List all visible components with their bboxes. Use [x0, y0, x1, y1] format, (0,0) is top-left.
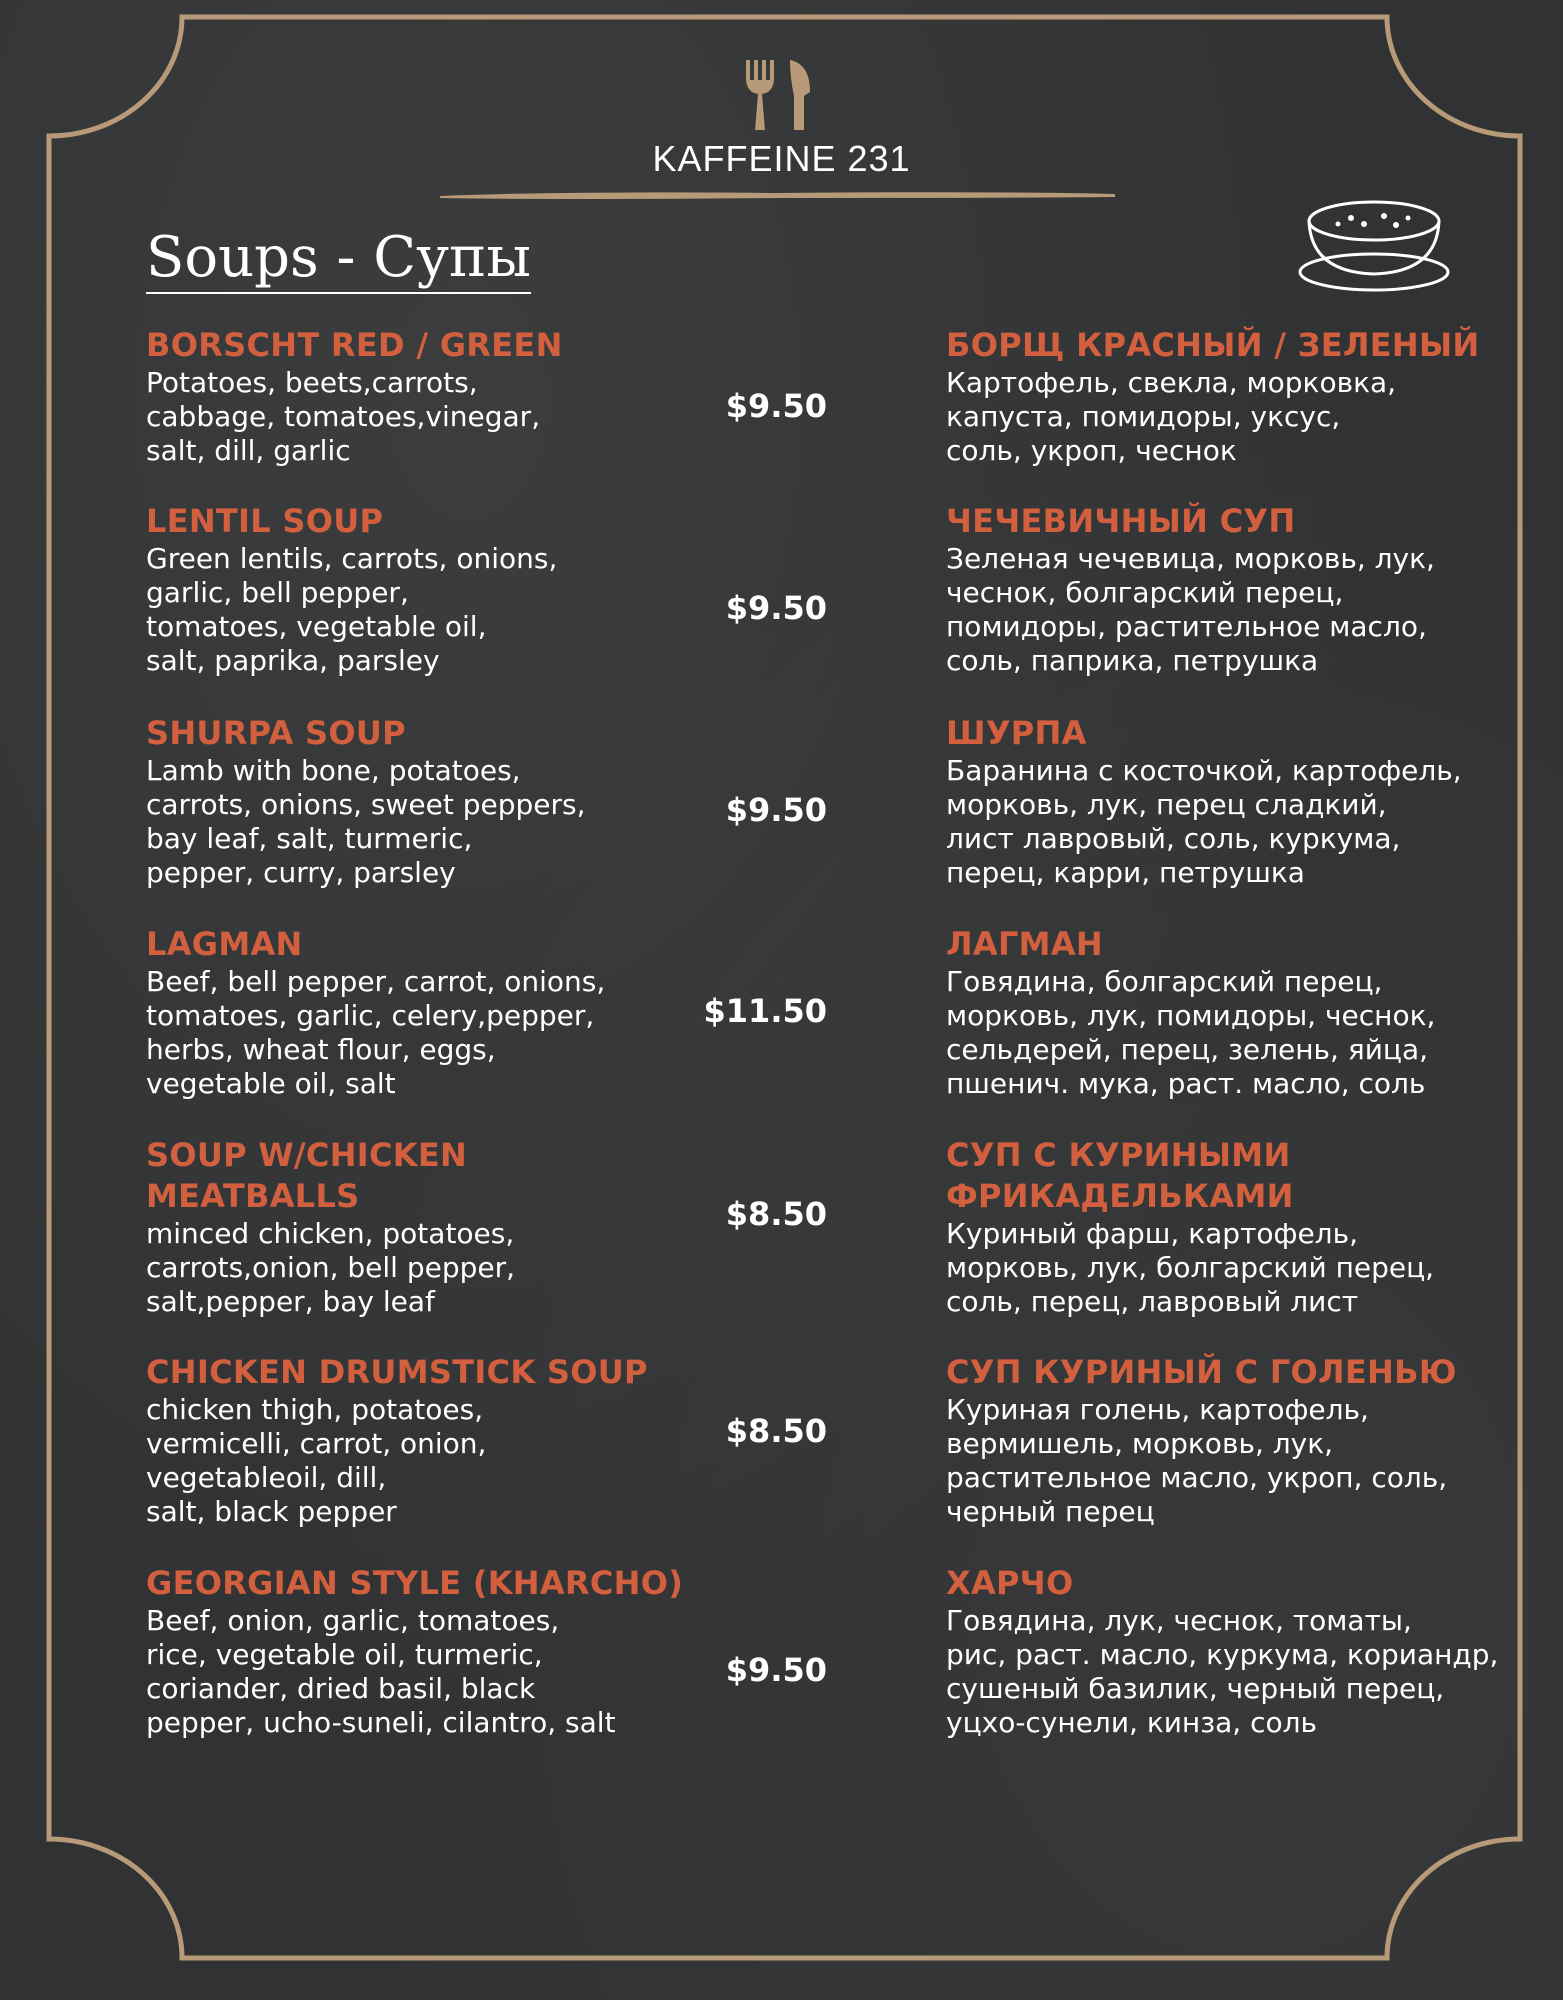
item-price: $8.50	[725, 1412, 827, 1450]
item-desc-en: Green lentils, carrots, onions, garlic, bell pepper, tomatoes, vegetable oil, salt, paprika, parsley	[146, 542, 558, 677]
brush-divider	[440, 188, 1115, 202]
item-name-en: SHURPA SOUP	[146, 714, 406, 752]
item-russian	[946, 1135, 1506, 1319]
item-english	[146, 713, 706, 890]
item-name-en: SOUP W/CHICKEN MEATBALLS	[146, 1136, 468, 1215]
item-desc-ru: Зеленая чечевица, морковь, лук, чеснок, болгарский перец, помидоры, растительное масло, соль, паприка, петрушка	[946, 542, 1435, 677]
item-name-en: CHICKEN DRUMSTICK SOUP	[146, 1353, 648, 1391]
item-name-en: BORSCHT RED / GREEN	[146, 326, 563, 364]
item-english	[146, 1135, 706, 1319]
item-desc-ru: Куриная голень, картофель, вермишель, морковь, лук, растительное масло, укроп, соль, черный перец	[946, 1393, 1448, 1528]
item-desc-ru: Говядина, лук, чеснок, томаты, рис, раст. масло, куркума, кориандр, сушеный базилик, черный перец, уцхо-сунели, кинза, соль	[946, 1604, 1499, 1739]
item-name-ru: ШУРПА	[946, 714, 1087, 752]
item-desc-en: Lamb with bone, potatoes, carrots, onions, sweet peppers, bay leaf, salt, turmeric, pepper, curry, parsley	[146, 754, 586, 889]
brand-name: KAFFEINE 231	[652, 138, 911, 179]
item-desc-ru: Баранина с косточкой, картофель, морковь, лук, перец сладкий, лист лавровый, соль, куркума, перец, карри, петрушка	[946, 754, 1462, 889]
item-name-ru: ЛАГМАН	[946, 925, 1103, 963]
item-name-ru: СУП С КУРИНЫМИ ФРИКАДЕЛЬКАМИ	[946, 1136, 1294, 1215]
item-desc-ru: Говядина, болгарский перец, морковь, лук, помидоры, чеснок, сельдерей, перец, зелень, яйца, пшенич. мука, раст. масло, соль	[946, 965, 1436, 1100]
item-price: $9.50	[725, 791, 827, 829]
item-name-en: LAGMAN	[146, 925, 303, 963]
item-english	[146, 1563, 706, 1740]
item-desc-ru: Куриный фарш, картофель, морковь, лук, болгарский перец, соль, перец, лавровый лист	[946, 1217, 1435, 1318]
item-english	[146, 325, 706, 468]
item-name-ru: ЧЕЧЕВИЧНЫЙ СУП	[946, 502, 1296, 540]
item-english	[146, 1352, 706, 1529]
item-desc-en: chicken thigh, potatoes, vermicelli, carrot, onion, vegetableoil, dill, salt, black pepper	[146, 1393, 487, 1528]
item-desc-en: Beef, onion, garlic, tomatoes, rice, vegetable oil, turmeric, coriander, dried basil, black pepper, ucho-suneli, cilantro, salt	[146, 1604, 616, 1739]
item-desc-en: Potatoes, beets,carrots, cabbage, tomatoes,vinegar, salt, dill, garlic	[146, 366, 541, 467]
item-name-ru: ХАРЧО	[946, 1564, 1074, 1602]
item-desc-en: minced chicken, potatoes, carrots,onion, bell pepper, salt,pepper, bay leaf	[146, 1217, 516, 1318]
item-desc-en: Beef, bell pepper, carrot, onions, tomatoes, garlic, celery,pepper, herbs, wheat flour, eggs, vegetable oil, salt	[146, 965, 606, 1100]
item-name-en: GEORGIAN STYLE (KHARCHO)	[146, 1564, 684, 1602]
item-price: $8.50	[725, 1195, 827, 1233]
item-name-en: LENTIL SOUP	[146, 502, 384, 540]
fork-knife-icon	[744, 58, 812, 132]
item-price: $9.50	[725, 387, 827, 425]
item-russian	[946, 713, 1506, 890]
item-price: $11.50	[703, 992, 827, 1030]
item-russian	[946, 1563, 1506, 1740]
item-name-ru: СУП КУРИНЫЙ С ГОЛЕНЬЮ	[946, 1353, 1457, 1391]
item-english	[146, 924, 706, 1101]
item-russian	[946, 924, 1506, 1101]
item-name-ru: БОРЩ КРАСНЫЙ / ЗЕЛЕНЫЙ	[946, 326, 1480, 364]
item-russian	[946, 1352, 1506, 1529]
item-desc-ru: Картофель, свекла, морковка, капуста, помидоры, уксус, соль, укроп, чеснок	[946, 366, 1397, 467]
item-price: $9.50	[725, 589, 827, 627]
item-russian	[946, 325, 1506, 468]
soup-bowl-icon	[1296, 194, 1452, 294]
item-russian	[946, 501, 1506, 678]
item-english	[146, 501, 706, 678]
item-price: $9.50	[725, 1651, 827, 1689]
section-title: Soups - Супы	[146, 230, 531, 294]
